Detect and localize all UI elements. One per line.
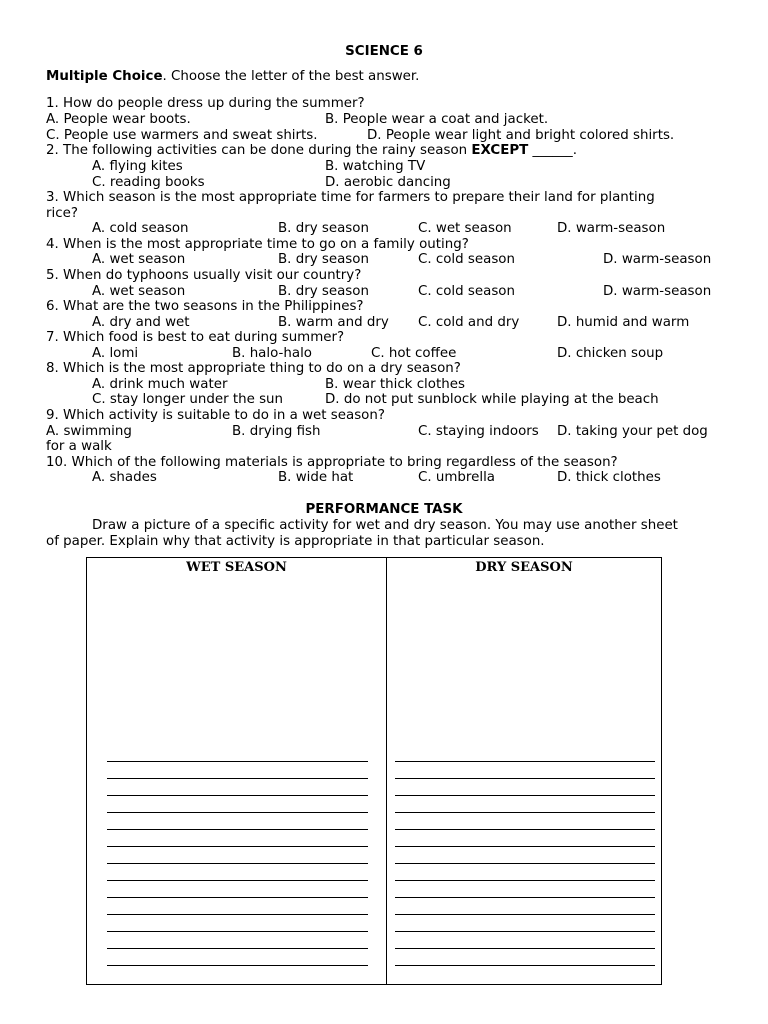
- choice-b: B. dry season: [278, 252, 369, 267]
- choice-c: C. People use warmers and sweat shirts.: [46, 128, 318, 143]
- performance-task-title: PERFORMANCE TASK: [305, 502, 463, 517]
- question-1-choices-row-2: [0, 128, 768, 144]
- page-title: SCIENCE 6: [345, 44, 423, 59]
- choice-b: B. People wear a coat and jacket.: [325, 112, 549, 127]
- choice-d: D. chicken soup: [557, 346, 664, 361]
- writing-line: [107, 931, 368, 932]
- writing-line: [107, 812, 368, 813]
- choice-d: D. warm-season: [603, 252, 712, 267]
- question-6-choices: [0, 315, 768, 331]
- choice-c: C. hot coffee: [371, 346, 457, 361]
- writing-line: [107, 914, 368, 915]
- choice-c: C. staying indoors: [418, 424, 539, 439]
- choice-d: D. warm-season: [603, 284, 712, 299]
- writing-line: [107, 965, 368, 966]
- question-7-choices: [0, 346, 768, 362]
- writing-line: [395, 846, 655, 847]
- choice-d: D. humid and warm: [557, 315, 690, 330]
- writing-line: [107, 778, 368, 779]
- question-3-stem: 3. Which season is the most appropriate time for farmers to prepare their land for planting: [46, 190, 655, 205]
- question-9-stem: 9. Which activity is suitable to do in a wet season?: [46, 408, 385, 423]
- question-6-stem: 6. What are the two seasons in the Philippines?: [46, 299, 364, 314]
- question-9-choice-d-cont: for a walk: [46, 439, 112, 454]
- choice-d: D. taking your pet dog: [557, 424, 708, 439]
- writing-line: [107, 761, 368, 762]
- wet-season-header: WET SEASON: [186, 560, 287, 575]
- choice-a: A. swimming: [46, 424, 132, 439]
- dry-season-header: DRY SEASON: [475, 560, 573, 575]
- question-1-choices-row-1: [0, 112, 768, 128]
- writing-line: [107, 880, 368, 881]
- writing-line: [107, 948, 368, 949]
- choice-a: A. shades: [92, 470, 157, 485]
- question-10-choices: [0, 470, 768, 486]
- question-4-stem: 4. When is the most appropriate time to go on a family outing?: [46, 237, 469, 252]
- choice-b: B. drying fish: [232, 424, 321, 439]
- season-drawing-table: [86, 557, 662, 985]
- writing-line: [395, 812, 655, 813]
- writing-line: [395, 965, 655, 966]
- writing-line: [107, 795, 368, 796]
- choice-b: B. dry season: [278, 221, 369, 236]
- question-8-choices-row-2: [0, 392, 768, 408]
- question-3-stem-cont: rice?: [46, 206, 78, 221]
- choice-b: B. wear thick clothes: [325, 377, 465, 392]
- choice-b: B. dry season: [278, 284, 369, 299]
- writing-line: [107, 846, 368, 847]
- writing-line: [395, 897, 655, 898]
- choice-a: A. drink much water: [92, 377, 228, 392]
- choice-a: A. wet season: [92, 252, 186, 267]
- question-2-choices-row-2: [0, 175, 768, 191]
- writing-line: [107, 829, 368, 830]
- question-7-stem: 7. Which food is best to eat during summer?: [46, 330, 345, 345]
- choice-a: A. wet season: [92, 284, 186, 299]
- choice-c: C. cold season: [418, 252, 515, 267]
- except-emphasis: EXCEPT: [471, 143, 529, 158]
- choice-c: C. stay longer under the sun: [92, 392, 284, 407]
- writing-line: [395, 948, 655, 949]
- question-5-choices: [0, 284, 768, 300]
- writing-line: [107, 863, 368, 864]
- writing-line: [395, 863, 655, 864]
- question-5-stem: 5. When do typhoons usually visit our country?: [46, 268, 362, 283]
- choice-d: D. warm-season: [557, 221, 666, 236]
- choice-c: C. reading books: [92, 175, 205, 190]
- performance-task-line-2: of paper. Explain why that activity is appropriate in that particular season.: [46, 534, 545, 549]
- choice-a: A. People wear boots.: [46, 112, 191, 127]
- question-2-choices-row-1: [0, 159, 768, 175]
- instructions-text: . Choose the letter of the best answer.: [162, 69, 420, 84]
- column-divider: [386, 558, 387, 984]
- choice-d: D. thick clothes: [557, 470, 661, 485]
- choice-b: B. warm and dry: [278, 315, 389, 330]
- writing-line: [395, 795, 655, 796]
- question-1-stem: 1. How do people dress up during the summer?: [46, 96, 365, 111]
- writing-line: [395, 931, 655, 932]
- question-8-stem: 8. Which is the most appropriate thing to do on a dry season?: [46, 361, 461, 376]
- choice-c: C. umbrella: [418, 470, 495, 485]
- writing-line: [395, 880, 655, 881]
- question-9-choices: [0, 424, 768, 440]
- question-4-choices: [0, 252, 768, 268]
- choice-b: B. watching TV: [325, 159, 426, 174]
- choice-a: A. flying kites: [92, 159, 183, 174]
- writing-line: [107, 897, 368, 898]
- question-2-stem: 2. The following activities can be done during the rainy season EXCEPT ______.: [46, 143, 577, 158]
- instructions-label: Multiple Choice: [46, 69, 163, 84]
- choice-c: C. cold season: [418, 284, 515, 299]
- choice-a: A. dry and wet: [92, 315, 190, 330]
- writing-line: [395, 778, 655, 779]
- question-8-choices-row-1: [0, 377, 768, 393]
- question-3-choices: [0, 221, 768, 237]
- writing-line: [395, 914, 655, 915]
- writing-line: [395, 761, 655, 762]
- choice-a: A. cold season: [92, 221, 189, 236]
- choice-b: B. wide hat: [278, 470, 354, 485]
- performance-task-line-1: Draw a picture of a specific activity for wet and dry season. You may use another sheet: [92, 518, 678, 533]
- choice-d: D. People wear light and bright colored shirts.: [367, 128, 675, 143]
- choice-c: C. cold and dry: [418, 315, 520, 330]
- choice-d: D. aerobic dancing: [325, 175, 451, 190]
- instructions: [0, 69, 768, 85]
- choice-a: A. lomi: [92, 346, 139, 361]
- question-10-stem: 10. Which of the following materials is appropriate to bring regardless of the season?: [46, 455, 618, 470]
- choice-c: C. wet season: [418, 221, 512, 236]
- choice-d: D. do not put sunblock while playing at the beach: [325, 392, 659, 407]
- writing-line: [395, 829, 655, 830]
- choice-b: B. halo-halo: [232, 346, 312, 361]
